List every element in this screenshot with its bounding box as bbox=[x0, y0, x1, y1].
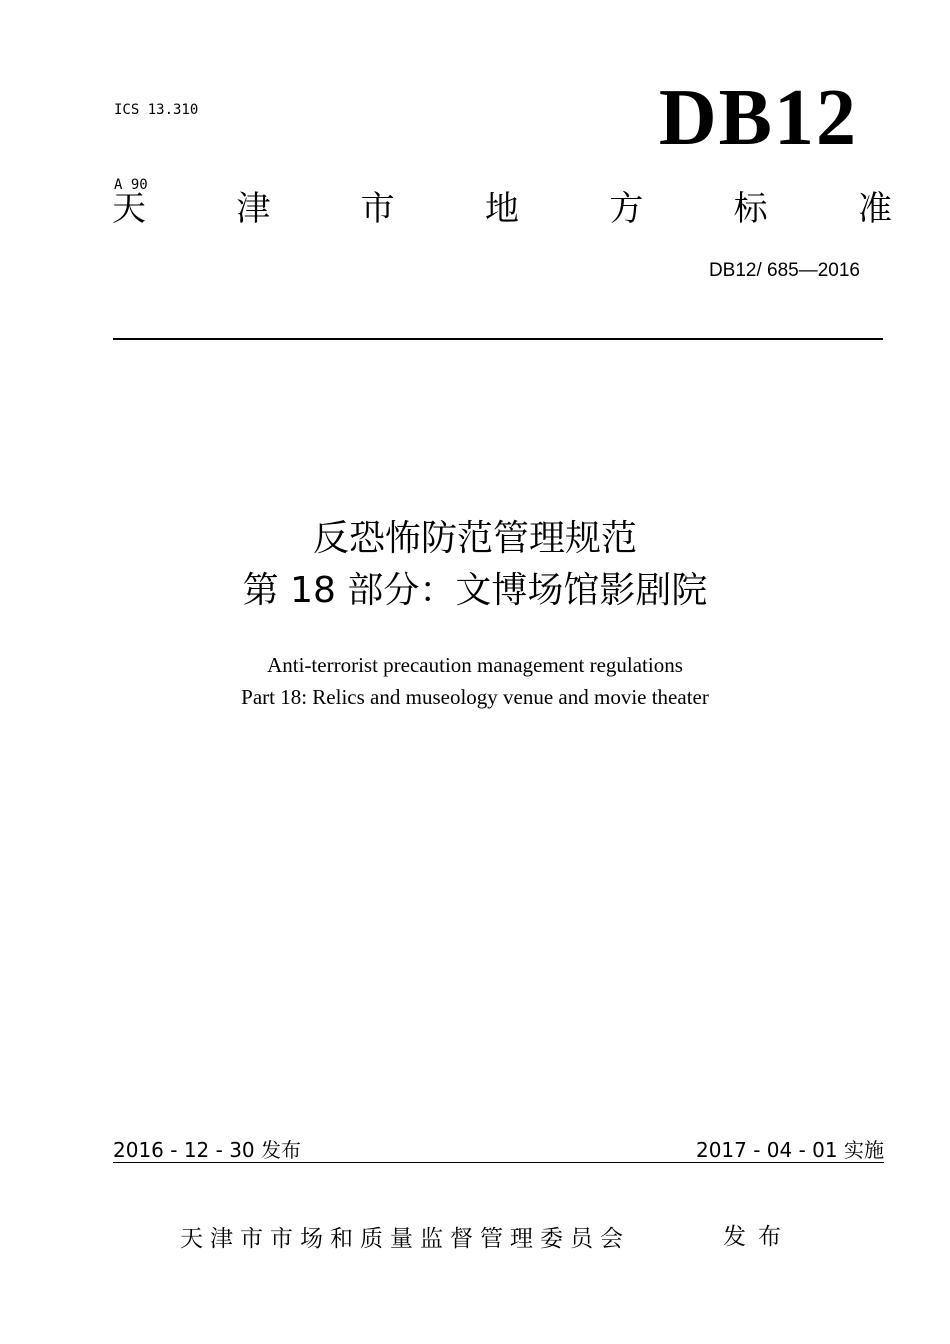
issuing-authority: 天津市市场和质量监督管理委员会 bbox=[180, 1226, 630, 1252]
issue-date: 2016 - 12 - 30 发布 bbox=[113, 1138, 302, 1162]
standard-type-char: 方 bbox=[609, 189, 644, 229]
title-en-part: Part 18: Relics and museology venue and movie theater bbox=[241, 685, 709, 709]
title-en-main: Anti-terrorist precaution management regulations bbox=[267, 653, 683, 677]
title-cn-main: 反恐怖防范管理规范 bbox=[312, 518, 637, 559]
footer-divider bbox=[113, 1162, 884, 1163]
issue-label: 发布 bbox=[723, 1224, 793, 1250]
standard-number: DB12/ 685—2016 bbox=[708, 260, 860, 281]
ccs-code: A 90 bbox=[114, 177, 148, 193]
standard-type-char: 地 bbox=[484, 189, 519, 229]
standard-type-char: 津 bbox=[236, 189, 271, 229]
standard-type-heading bbox=[112, 187, 892, 231]
standard-type-char: 市 bbox=[360, 189, 395, 229]
standard-type-char: 天 bbox=[112, 189, 146, 229]
db12-logo: DB12 bbox=[658, 74, 858, 162]
ics-code: ICS 13.310 bbox=[114, 102, 199, 118]
title-cn-part: 第 18 部分：文博场馆影剧院 bbox=[242, 570, 708, 611]
standard-type-char: 准 bbox=[857, 189, 892, 229]
implement-date: 2017 - 04 - 01 实施 bbox=[695, 1138, 884, 1162]
standard-type-char: 标 bbox=[733, 189, 768, 229]
header-divider bbox=[113, 338, 883, 340]
